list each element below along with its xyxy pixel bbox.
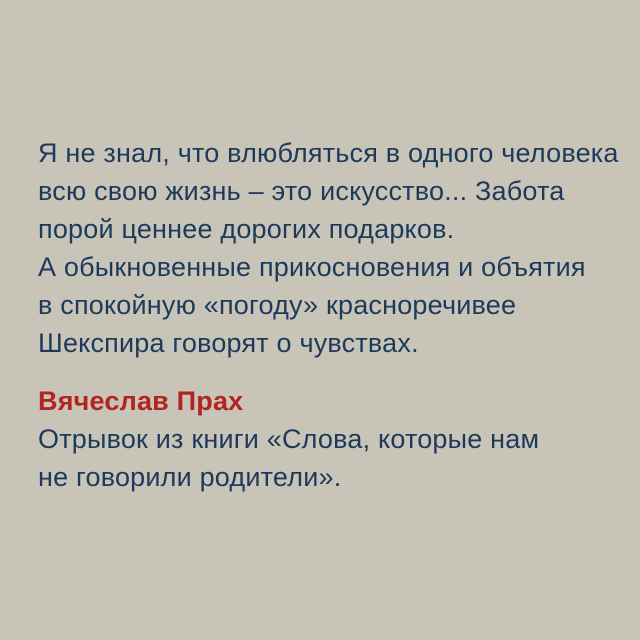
quote-text xyxy=(38,134,619,362)
attribution xyxy=(38,382,612,496)
quote-line: всю свою жизнь – это искусство... Забота xyxy=(38,176,565,206)
source-line: Отрывок из книги «Слова, которые нам xyxy=(38,424,540,454)
quote-line: в спокойную «погоду» красноречивее xyxy=(38,290,517,320)
quote-line: порой ценнее дорогих подарков. xyxy=(38,214,455,244)
quote-line: Шекспира говорят о чувствах. xyxy=(38,328,419,358)
quote-line: А обыкновенные прикосновения и объятия xyxy=(38,252,586,282)
source-line: не говорили родители». xyxy=(38,462,342,492)
author-name: Вячеслав Прах xyxy=(38,386,244,416)
quote-line: Я не знал, что влюбляться в одного человека xyxy=(38,138,619,168)
